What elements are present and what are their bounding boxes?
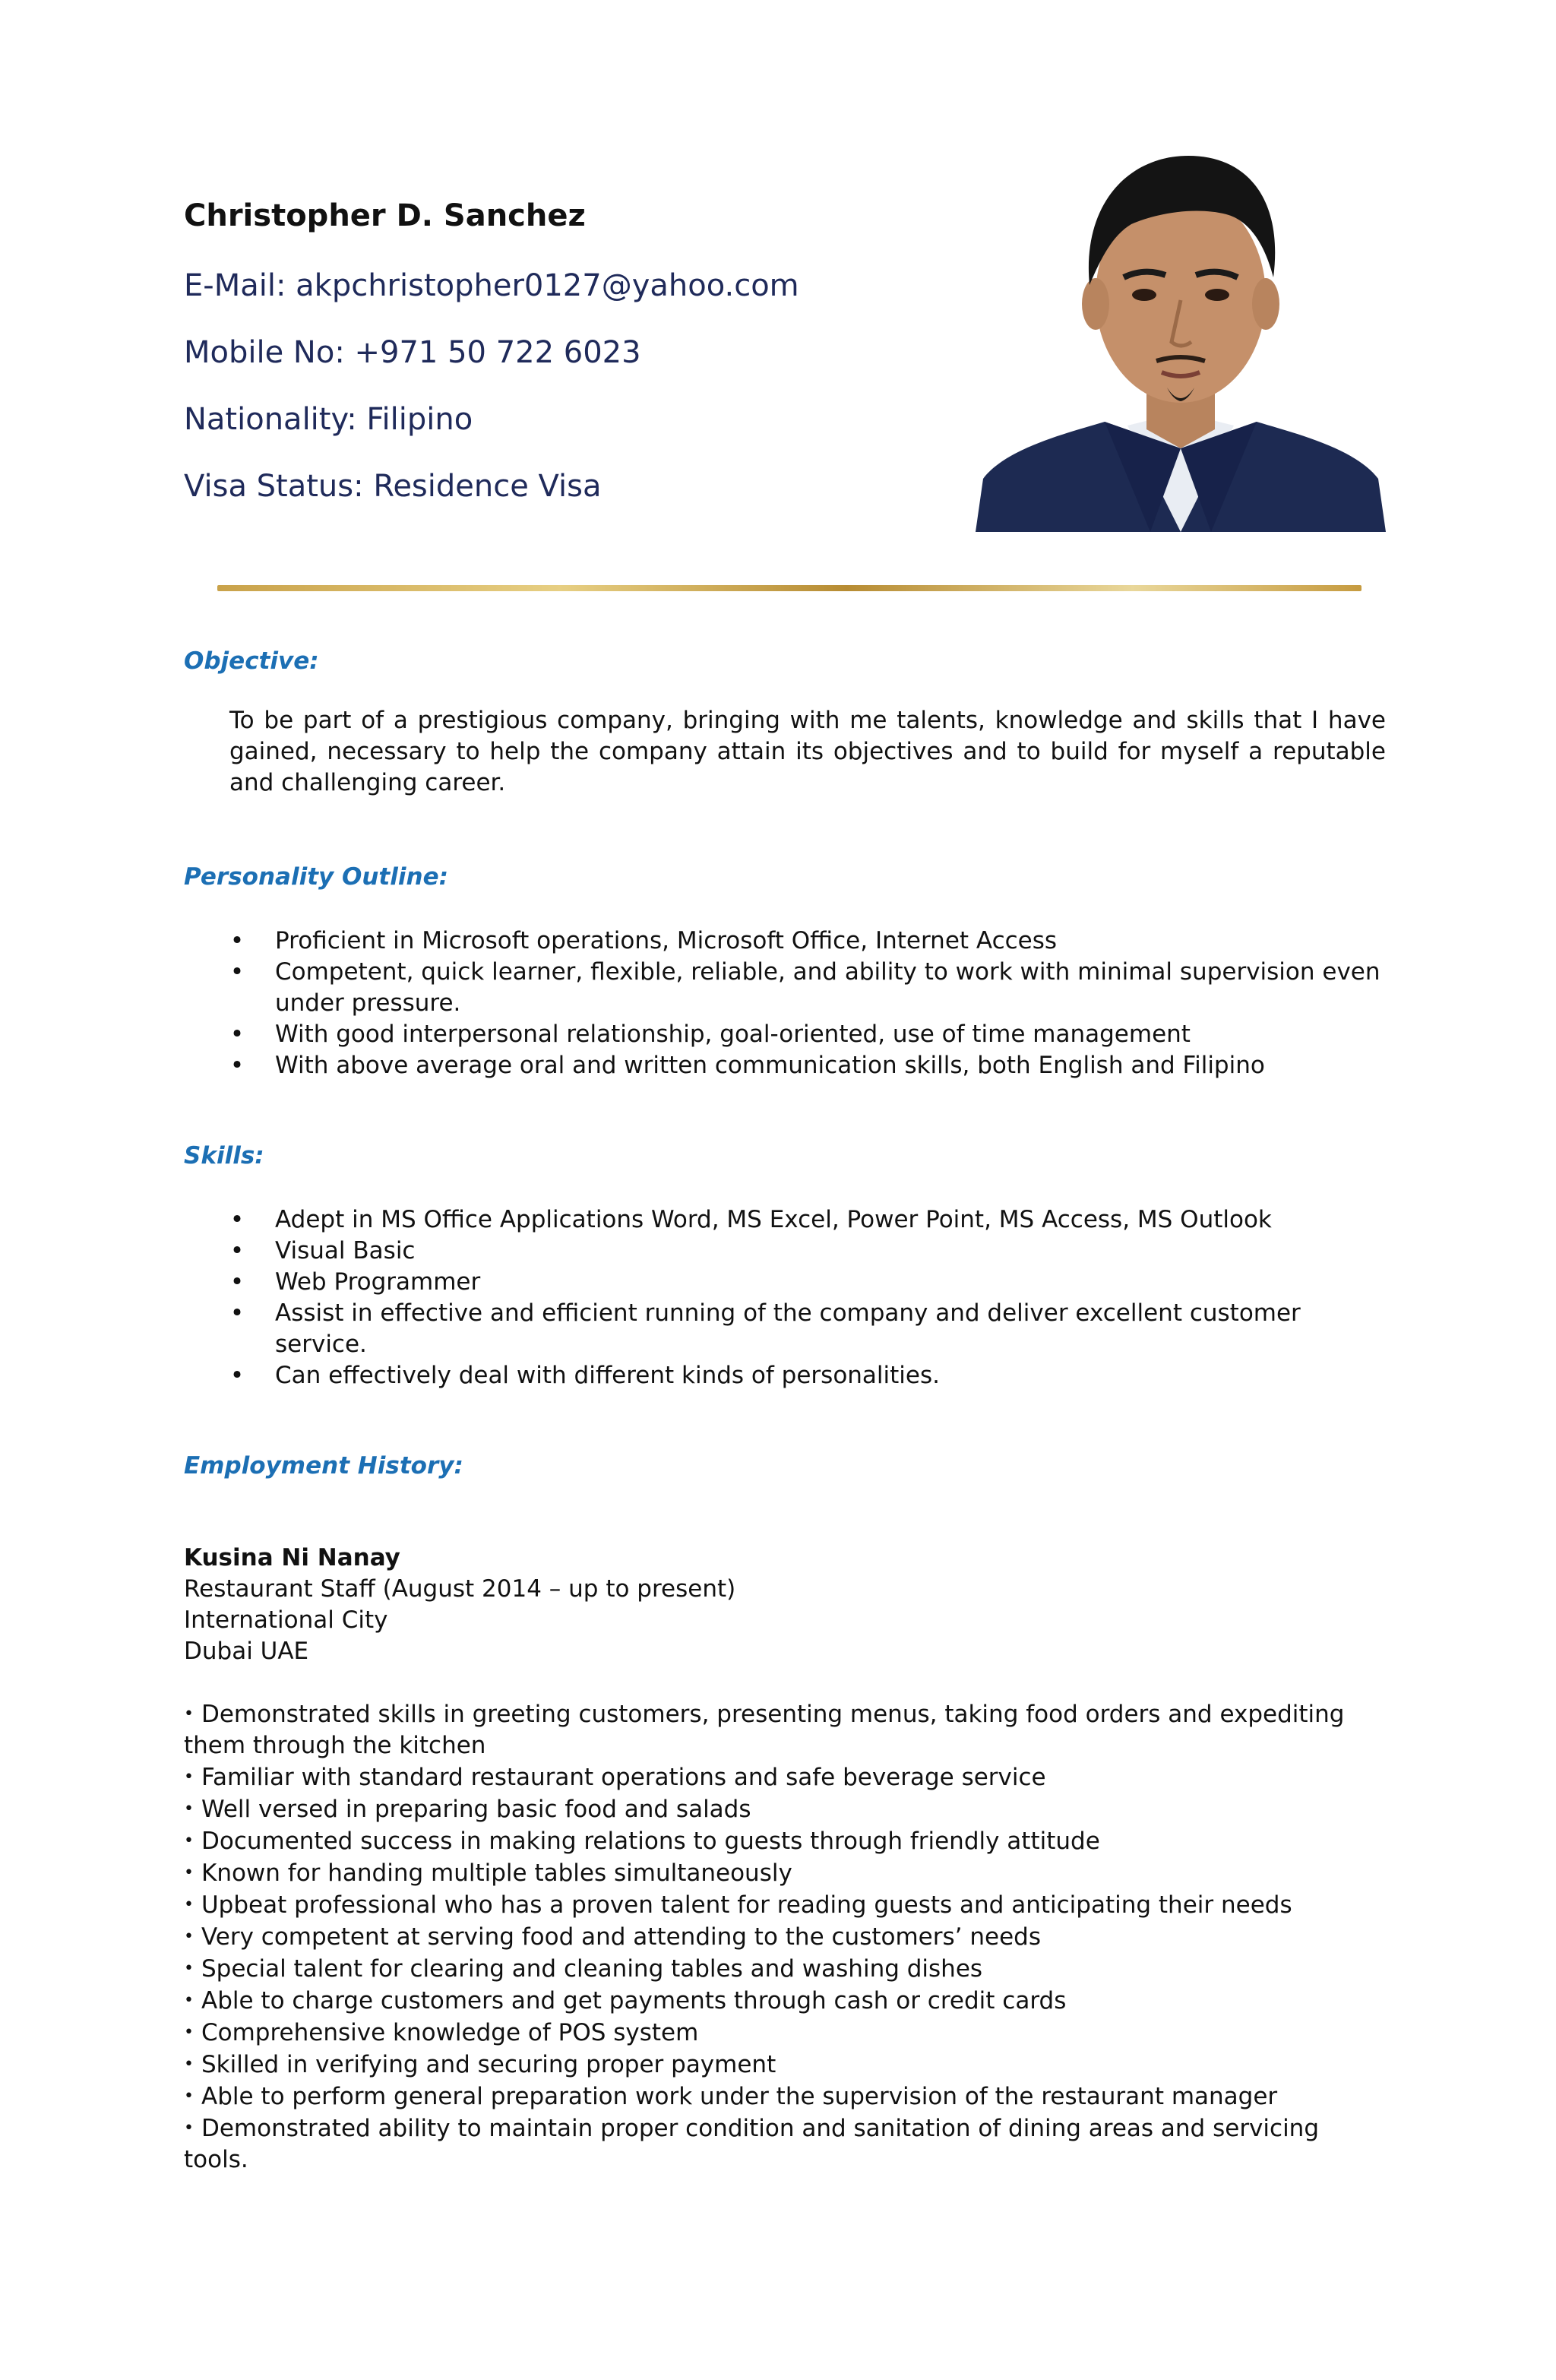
- list-item: [229, 1204, 1386, 1236]
- list-item-text: Assist in effective and efficient running of the company and deliver excellent customer service.: [275, 1299, 1301, 1358]
- list-item-text: Upbeat professional who has a proven talent for reading guests and anticipating their needs: [201, 1891, 1292, 1919]
- list-item-text: Able to charge customers and get payments through cash or credit cards: [201, 1987, 1067, 2014]
- list-item: [184, 1985, 1384, 2017]
- job-location-line1: International City: [184, 1606, 388, 1634]
- list-item-text: Web Programmer: [275, 1268, 481, 1296]
- list-item-text: Visual Basic: [275, 1237, 416, 1264]
- bullet-icon: •: [229, 1299, 245, 1327]
- small-bullet-icon: •: [184, 1959, 194, 1978]
- email-line: E-Mail: akpchristopher0127@yahoo.com: [184, 268, 799, 303]
- skills-title: Skills:: [184, 1142, 264, 1169]
- small-bullet-icon: •: [184, 1831, 194, 1850]
- bullet-icon: •: [229, 1268, 245, 1296]
- list-item-text: Demonstrated skills in greeting customers, presenting menus, taking food orders and expediting them through the kitchen: [184, 1701, 1345, 1759]
- list-item: [184, 1825, 1384, 1857]
- list-item-text: Known for handing multiple tables simultaneously: [201, 1859, 792, 1887]
- small-bullet-icon: •: [184, 1927, 194, 1946]
- list-item: [229, 1019, 1386, 1050]
- small-bullet-icon: •: [184, 1863, 194, 1882]
- list-item: [229, 1236, 1386, 1267]
- small-bullet-icon: •: [184, 2087, 194, 2106]
- mobile-line: Mobile No: +971 50 722 6023: [184, 335, 641, 370]
- job-position: Restaurant Staff (August 2014 – up to present): [184, 1575, 736, 1603]
- list-item-text: Competent, quick learner, flexible, reliable, and ability to work with minimal supervision even under pressure.: [275, 958, 1380, 1017]
- duties-list: [184, 1698, 1384, 2176]
- list-item-text: Able to perform general preparation work under the supervision of the restaurant manager: [201, 2083, 1278, 2110]
- list-item: [184, 1698, 1384, 1761]
- list-item: [229, 926, 1386, 957]
- profile-photo: [976, 122, 1386, 532]
- personality-list: [229, 926, 1386, 1081]
- list-item: [184, 1889, 1384, 1921]
- list-item-text: Special talent for clearing and cleaning tables and washing dishes: [201, 1955, 983, 1983]
- list-item: [184, 2113, 1384, 2176]
- personality-title: Personality Outline:: [184, 863, 448, 891]
- employment-entry: [184, 1543, 1384, 2176]
- bullet-icon: •: [229, 1362, 245, 1389]
- list-item: [184, 2049, 1384, 2081]
- bullet-icon: •: [229, 958, 245, 986]
- list-item-text: Proficient in Microsoft operations, Microsoft Office, Internet Access: [275, 927, 1058, 954]
- small-bullet-icon: •: [184, 1799, 194, 1818]
- nationality-line: Nationality: Filipino: [184, 402, 473, 437]
- list-item-text: Documented success in making relations to guests through friendly attitude: [201, 1828, 1100, 1855]
- bullet-icon: •: [229, 1206, 245, 1233]
- bullet-icon: •: [229, 1052, 245, 1079]
- list-item: [229, 1267, 1386, 1298]
- objective-title: Objective:: [184, 647, 319, 675]
- list-item: [184, 1793, 1384, 1825]
- list-item: [184, 1921, 1384, 1953]
- list-item: [184, 1857, 1384, 1889]
- list-item-text: With above average oral and written communication skills, both English and Filipino: [275, 1052, 1265, 1079]
- small-bullet-icon: •: [184, 2119, 194, 2138]
- company-name: Kusina Ni Nanay: [184, 1544, 400, 1571]
- list-item-text: Can effectively deal with different kinds of personalities.: [275, 1362, 940, 1389]
- bullet-icon: •: [229, 1237, 245, 1264]
- small-bullet-icon: •: [184, 2023, 194, 2042]
- small-bullet-icon: •: [184, 2055, 194, 2074]
- job-location-line2: Dubai UAE: [184, 1638, 309, 1665]
- header-divider: [217, 585, 1362, 591]
- list-item: [184, 1761, 1384, 1793]
- list-item-text: Very competent at serving food and attending to the customers’ needs: [201, 1923, 1041, 1951]
- list-item: [184, 2081, 1384, 2113]
- small-bullet-icon: •: [184, 1704, 194, 1723]
- small-bullet-icon: •: [184, 1895, 194, 1914]
- small-bullet-icon: •: [184, 1768, 194, 1787]
- list-item-text: Adept in MS Office Applications Word, MS Excel, Power Point, MS Access, MS Outlook: [275, 1206, 1272, 1233]
- bullet-icon: •: [229, 927, 245, 954]
- list-item-text: Familiar with standard restaurant operations and safe beverage service: [201, 1764, 1046, 1791]
- employment-title: Employment History:: [184, 1452, 463, 1480]
- list-item-text: Well versed in preparing basic food and salads: [201, 1796, 751, 1823]
- objective-text: To be part of a prestigious company, bringing with me talents, knowledge and skills that I have gained, necessary to help the company attain its objectives and to build for myself a reputable and challenging career.: [229, 707, 1386, 796]
- visa-line: Visa Status: Residence Visa: [184, 469, 602, 504]
- list-item-text: Demonstrated ability to maintain proper condition and sanitation of dining areas and servicing tools.: [184, 2115, 1320, 2173]
- list-item-text: With good interpersonal relationship, goal-oriented, use of time management: [275, 1021, 1191, 1048]
- list-item: [229, 1360, 1386, 1391]
- bullet-icon: •: [229, 1021, 245, 1048]
- list-item: [184, 2017, 1384, 2049]
- candidate-name: Christopher D. Sanchez: [184, 198, 586, 233]
- small-bullet-icon: •: [184, 1991, 194, 2010]
- list-item: [229, 1298, 1386, 1360]
- list-item: [184, 1953, 1384, 1985]
- profile-photo-illustration: [976, 122, 1386, 532]
- resume-header: [184, 199, 944, 536]
- list-item-text: Skilled in verifying and securing proper payment: [201, 2051, 776, 2078]
- list-item-text: Comprehensive knowledge of POS system: [201, 2019, 699, 2046]
- list-item: [229, 957, 1386, 1019]
- list-item: [229, 1050, 1386, 1081]
- skills-list: [229, 1204, 1386, 1391]
